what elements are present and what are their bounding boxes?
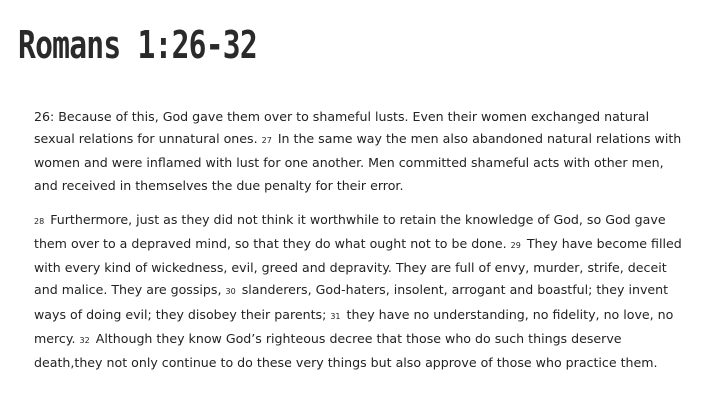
- scripture-text: [34, 106, 684, 374]
- verse-30-text: slanderers, God-haters, insolent, arrogant and boastful; they invent ways of doing evil; they disobey their parents;: [34, 282, 669, 322]
- verse-28-text: Furthermore, just as they did not think it worthwhile to retain the knowledge of God, so God gave them over to a depraved mind, so that they do what ought not to be done.: [34, 211, 666, 252]
- slide-title: Romans 1:26-32: [18, 23, 257, 67]
- verse-32-text: Although they know God’s righteous decree that those who do such things deserve death,they not only continue to do these very things but also approve of those who practice them.: [34, 330, 658, 371]
- paragraph-1: [34, 106, 684, 197]
- verse-31-text: they have no understanding, no fidelity, no love, no mercy.: [34, 306, 674, 346]
- verse-27-number: 27: [261, 136, 272, 146]
- verse-29-number: 29: [510, 241, 521, 251]
- verse-32-number: 32: [79, 335, 90, 345]
- verse-29-text: They have become filled with every kind of wickedness, evil, greed and depravity. They are full of envy, murder, strife, deceit and malice. They are gossips,: [34, 236, 682, 298]
- verse-31-number: 31: [330, 311, 341, 321]
- paragraph-2: [34, 209, 684, 374]
- verse-27-text: In the same way the men also abandoned natural relations with women and were inflamed with lust for one another. Men committed shameful acts with other men, and received in themselves the due penalty for their error.: [34, 131, 682, 193]
- verse-30-number: 30: [225, 287, 236, 297]
- verse-28-number: 28: [34, 216, 45, 226]
- verse-26-text: 26: Because of this, God gave them over to shameful lusts. Even their women exchanged natural sexual relations for unnatural ones.: [34, 109, 650, 147]
